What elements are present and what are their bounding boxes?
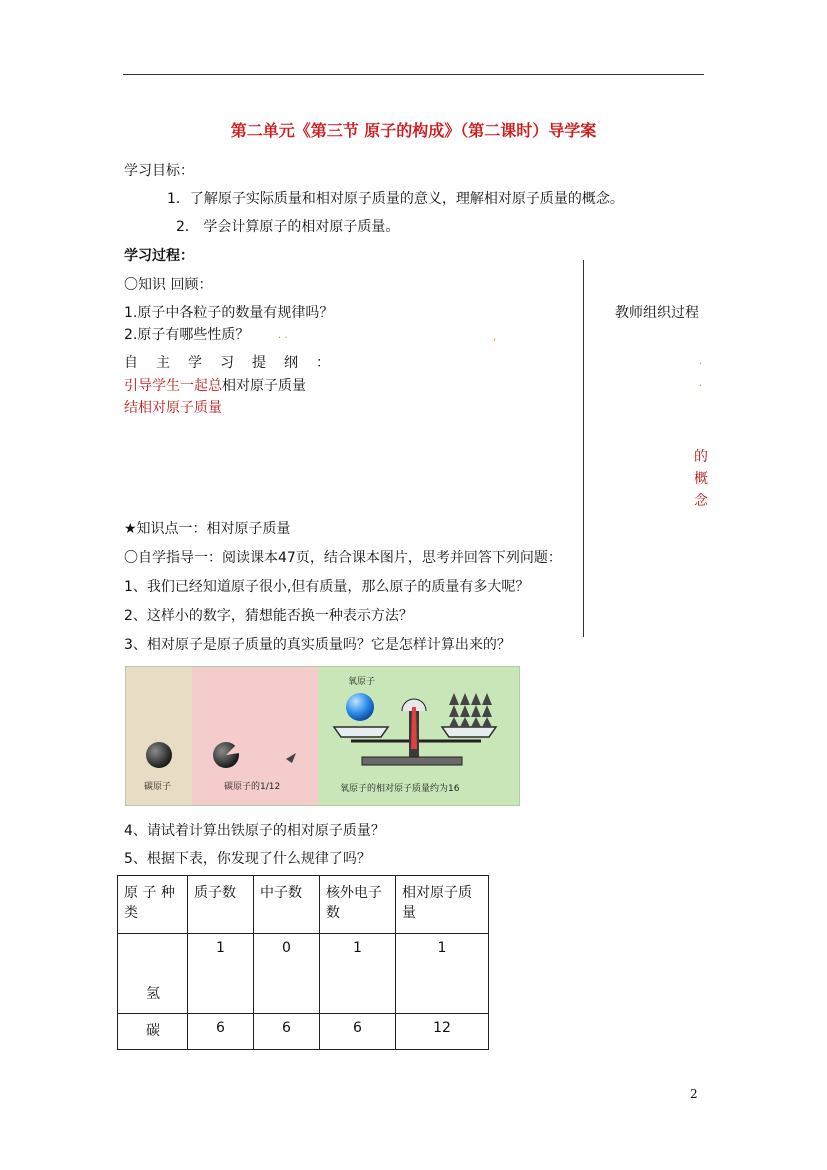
table-header: 原 子 种类: [118, 876, 188, 934]
outline-line-2: 结相对原子质量: [124, 400, 222, 416]
review-heading: 〇知识 回顾：: [124, 277, 213, 293]
table-header: 相对原子质量: [396, 876, 489, 934]
side-red-char-3: 念: [694, 493, 708, 509]
table-header: 质子数: [188, 876, 254, 934]
side-red-char-1: 的: [694, 449, 708, 465]
review-question-1: 1.原子中各粒子的数量有规律吗？: [124, 305, 334, 321]
table-header-row: [118, 876, 489, 934]
decorative-dot: .: [699, 378, 703, 389]
balance-pan-icon: [334, 727, 388, 737]
question-4: 4、请试着计算出铁原子的相对原子质量？: [124, 823, 385, 839]
balance-base-icon: [362, 757, 462, 765]
outline-red-text: 引导学生一起总: [124, 378, 222, 394]
table-cell: 1: [320, 934, 396, 1014]
goal-1: 1．了解原子实际质量和相对原子质量的意义，理解相对原子质量的概念。: [167, 191, 624, 207]
table-cell: 6: [320, 1014, 396, 1050]
oxygen-atom-icon: [346, 693, 374, 721]
column-divider: [583, 260, 584, 637]
table-header: 核外电子数: [320, 876, 396, 934]
table-cell: 碳: [118, 1014, 188, 1050]
outline-black-text: 相对原子质量: [222, 378, 306, 394]
question-3: 3、相对原子是原子质量的真实质量吗？它是怎样计算出来的？: [124, 637, 511, 653]
table-row: [118, 1014, 489, 1050]
table-row: [118, 934, 489, 1014]
side-heading: 教师组织过程: [615, 305, 699, 321]
outline-line-1: [124, 375, 306, 395]
decorative-dot: .: [699, 356, 703, 367]
point-heading: ★知识点一：相对原子质量: [124, 521, 291, 537]
label-twelfth: 碳原子的1/12: [224, 782, 281, 792]
header-rule: [123, 74, 704, 75]
table-cell: 12: [396, 1014, 489, 1050]
decorative-dot: . .: [278, 330, 288, 341]
carbon-atom-icon: [146, 742, 172, 768]
page-title: 第二单元《第三节 原子的构成》（第二课时）导学案: [230, 121, 597, 140]
table-cell: 1: [396, 934, 489, 1014]
question-1: 1、我们已经知道原子很小,但有质量，那么原子的质量有多大呢？: [124, 579, 530, 595]
process-heading: 学习过程：: [124, 248, 194, 264]
table-header: 中子数: [254, 876, 320, 934]
label-carbon: 碳原子: [144, 782, 172, 792]
table-cell: 0: [254, 934, 320, 1014]
question-5: 5、根据下表，你发现了什么规律了吗？: [124, 851, 371, 867]
atom-table: [117, 875, 489, 1050]
table-cell: 6: [254, 1014, 320, 1050]
table-cell: 1: [188, 934, 254, 1014]
table-cell: 氢: [118, 934, 188, 1014]
page-number: 2: [690, 1087, 698, 1101]
balance-pan-icon: [442, 727, 496, 737]
guide-heading: 〇自学指导一：阅读课本47页，结合课本图片，思考并回答下列问题：: [124, 550, 562, 566]
atom-mass-figure: [125, 666, 520, 806]
side-red-char-2: 概: [694, 471, 708, 487]
figure-caption: 氧原子的相对原子质量约为16: [340, 784, 460, 794]
outline-heading: 自 主 学 习 提 纲 ：: [124, 355, 332, 371]
review-question-2: 2.原子有哪些性质？: [124, 327, 250, 343]
question-2: 2、这样小的数字，猜想能否换一种表示方法？: [124, 608, 413, 624]
decorative-dot: ,: [493, 332, 497, 343]
table-cell: 6: [188, 1014, 254, 1050]
goal-2: 2． 学会计算原子的相对原子质量。: [176, 219, 400, 235]
goals-heading: 学习目标：: [124, 163, 194, 179]
label-oxygen: 氧原子: [348, 677, 376, 687]
